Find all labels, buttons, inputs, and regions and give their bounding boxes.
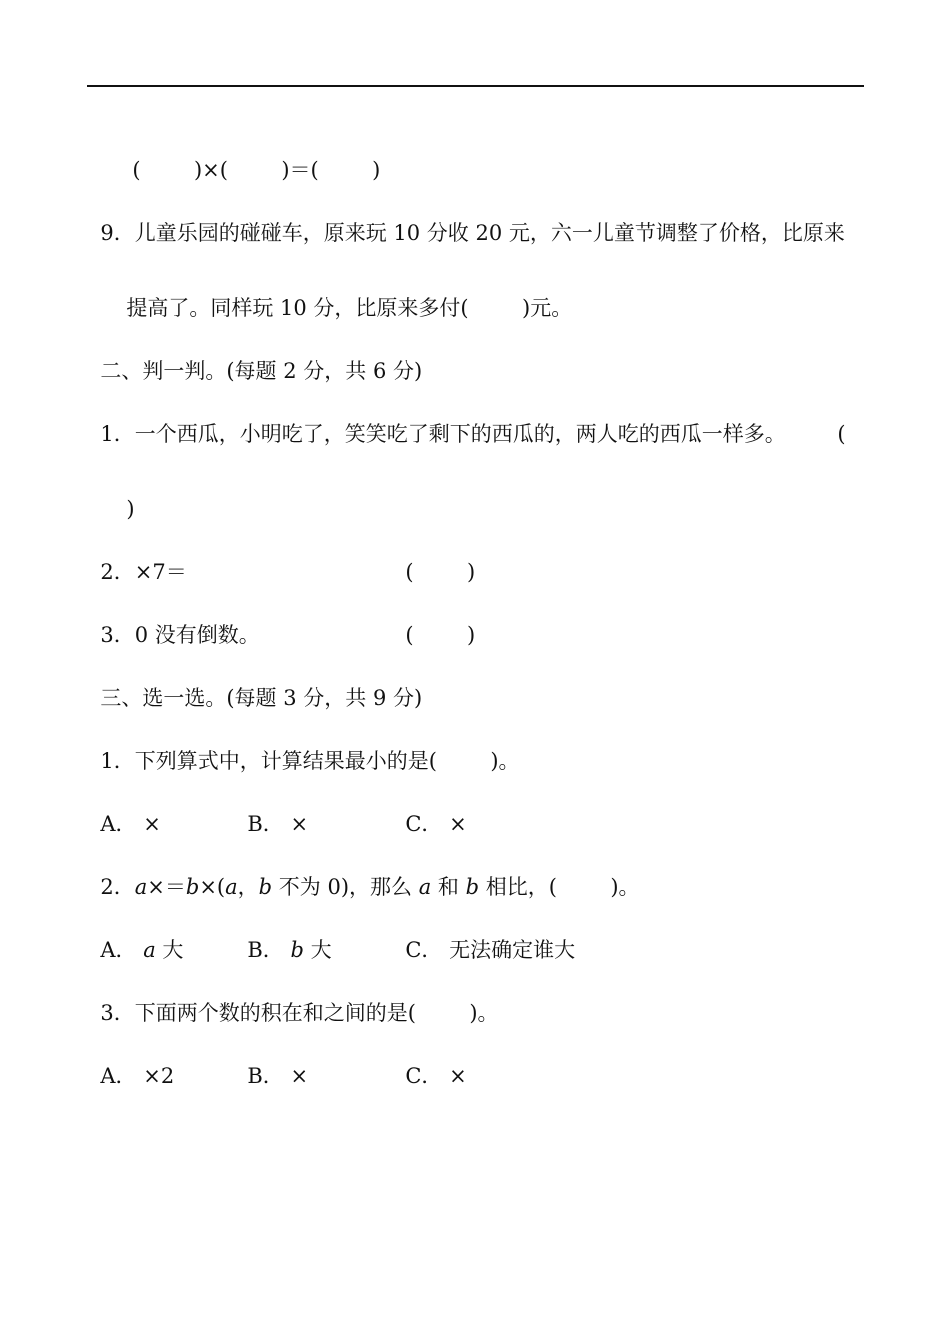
s3-q3-text: 下面两个数的积在和之间的是( )。 xyxy=(134,1001,499,1025)
q9-text-line2: 提高了。同样玩 10 分，比原来多付( )元。 xyxy=(126,296,573,320)
s3-q1-option-b xyxy=(234,782,308,838)
section3-title xyxy=(87,656,422,712)
section2-title-text: 二、判一判。(每题 2 分，共 6 分) xyxy=(100,359,423,383)
s2-q3-answer-blank: ( ) xyxy=(405,623,476,647)
s3-q3-option-c xyxy=(392,1034,467,1090)
s3-q2-mid2: ×( xyxy=(199,875,226,899)
s2-q3-answer xyxy=(392,593,475,649)
q8-blanks: ( )×( )＝( ) xyxy=(132,158,381,182)
s2-q1-paren-open-text: ( xyxy=(837,422,846,446)
s3-q1-number: 1． xyxy=(100,749,135,773)
s3-q1-option-a-text: × xyxy=(143,812,161,836)
s3-q2-option-a xyxy=(87,908,183,964)
q9-line1 xyxy=(87,191,845,247)
s3-q1-option-c-label: C． xyxy=(405,812,443,836)
q9-line2 xyxy=(113,266,572,322)
s2-q1-paren-open xyxy=(824,392,846,448)
s2-q1-paren-close xyxy=(113,467,135,523)
s3-q2-option-b-var: b xyxy=(290,938,304,962)
s3-q3-option-b-text: × xyxy=(290,1064,309,1088)
s3-q1 xyxy=(87,719,520,775)
s3-q2-tail1: 不为 0)，那么 xyxy=(272,875,419,899)
s3-q1-option-a xyxy=(87,782,161,838)
section2-title xyxy=(87,329,422,385)
s2-q2 xyxy=(87,530,187,586)
s3-q2-tail3: 相比，( )。 xyxy=(479,875,640,899)
q8-answer-line xyxy=(119,128,380,184)
s3-q1-option-c-text: × xyxy=(449,812,467,836)
s3-q2-var-a3: a xyxy=(418,875,432,899)
s3-q1-option-b-text: × xyxy=(290,812,309,836)
s2-q1 xyxy=(87,392,786,448)
s3-q2-option-a-label: A． xyxy=(100,938,137,962)
s3-q2-var-b3: b xyxy=(465,875,480,899)
s2-q3 xyxy=(87,593,260,649)
s2-q3-text: 0 没有倒数。 xyxy=(134,623,260,647)
s3-q2-option-b-label: B． xyxy=(247,938,284,962)
s2-q2-answer xyxy=(392,530,475,586)
s2-q2-number: 2． xyxy=(100,560,135,584)
s2-q1-paren-close-text: ) xyxy=(126,497,135,521)
s3-q3-option-a xyxy=(87,1034,174,1090)
s3-q2-var-a2: a xyxy=(225,875,238,899)
s2-q3-number: 3． xyxy=(100,623,135,647)
s2-q2-answer-blank: ( ) xyxy=(405,560,476,584)
s3-q2-option-b-text: 大 xyxy=(303,938,332,962)
s2-q1-text: 一个西瓜，小明吃了，笑笑吃了剩下的西瓜的，两人吃的西瓜一样多。 xyxy=(134,422,786,446)
s3-q3-option-c-label: C． xyxy=(405,1064,443,1088)
s3-q3-option-c-text: × xyxy=(449,1064,467,1088)
s3-q3-option-b-label: B． xyxy=(247,1064,284,1088)
s3-q2-var-b2: b xyxy=(258,875,273,899)
s3-q2-tail2: 和 xyxy=(431,875,466,899)
s3-q1-option-a-label: A． xyxy=(100,812,137,836)
header-rule xyxy=(87,85,864,87)
s3-q3-option-b xyxy=(234,1034,308,1090)
s3-q2-option-a-text: 大 xyxy=(155,938,184,962)
s3-q2 xyxy=(87,845,640,901)
s2-q1-number: 1． xyxy=(100,422,135,446)
s3-q3-option-a-text: ×2 xyxy=(143,1064,175,1088)
q9-number: 9． xyxy=(100,221,135,245)
s3-q2-mid1: ×＝ xyxy=(147,875,186,899)
s3-q2-comma: ， xyxy=(237,875,259,899)
s3-q3 xyxy=(87,971,499,1027)
s3-q3-number: 3． xyxy=(100,1001,135,1025)
s3-q2-option-c-label: C． xyxy=(405,938,443,962)
s3-q2-option-b xyxy=(234,908,332,964)
s3-q1-option-c xyxy=(392,782,467,838)
s3-q2-var-a: a xyxy=(134,875,148,899)
s3-q2-option-c-text: 无法确定谁大 xyxy=(449,938,576,962)
s3-q2-option-c xyxy=(392,908,575,964)
s3-q1-option-b-label: B． xyxy=(247,812,284,836)
q9-text-line1: 儿童乐园的碰碰车，原来玩 10 分收 20 元，六一儿童节调整了价格，比原来 xyxy=(134,221,845,245)
s3-q3-option-a-label: A． xyxy=(100,1064,137,1088)
s2-q2-text: ×7＝ xyxy=(134,560,187,584)
s3-q2-number: 2． xyxy=(100,875,135,899)
s3-q2-var-b: b xyxy=(185,875,200,899)
s3-q2-option-a-var: a xyxy=(143,938,156,962)
section3-title-text: 三、选一选。(每题 3 分，共 9 分) xyxy=(100,686,423,710)
s3-q1-text: 下列算式中，计算结果最小的是( )。 xyxy=(134,749,520,773)
